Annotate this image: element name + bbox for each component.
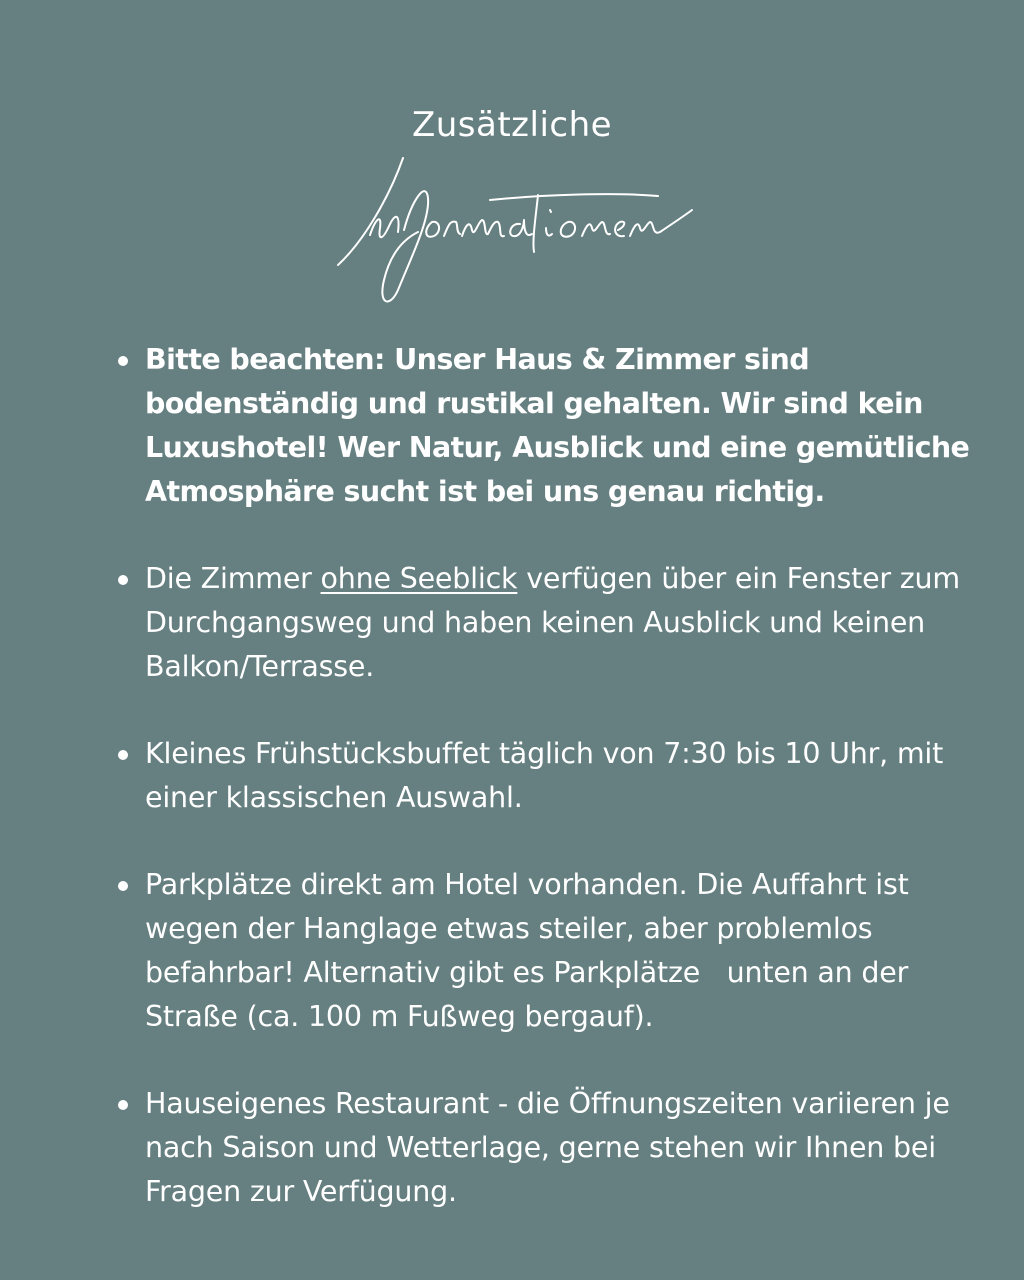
info-list [116, 338, 976, 1257]
bullet-dot [118, 575, 128, 585]
heading-script-word [320, 140, 740, 315]
list-item [116, 863, 976, 1039]
list-item [116, 338, 976, 514]
list-item [116, 732, 976, 820]
underlined-phrase: ohne Seeblick [320, 562, 518, 595]
list-item [116, 557, 976, 689]
list-item-text: Bitte beachten: Unser Haus & Zimmer sind bodenständig und rustikal gehalten. Wir sind kein Luxushotel! Wer Natur, Ausblick und eine gemütliche Atmosphäre sucht ist bei uns genau richtig. [145, 343, 970, 508]
list-item-text: Kleines Frühstücksbuffet täglich von 7:30 bis 10 Uhr, mit einer klassischen Auswahl. [145, 737, 944, 814]
page-heading [0, 100, 1024, 320]
bullet-dot [118, 1100, 128, 1110]
bullet-dot [118, 356, 128, 366]
list-item-text-after: verfügen über ein Fenster zum Durchgangsweg und haben keinen Ausblick und keinen Balkon/Terrasse. [145, 562, 960, 683]
heading-script-lettering [320, 140, 740, 315]
list-item-text: Hauseigenes Restaurant - die Öffnungszeiten variieren je nach Saison und Wetterlage, gerne stehen wir Ihnen bei Fragen zur Verfügung. [145, 1087, 950, 1208]
list-item-text-before: Die Zimmer [145, 562, 321, 595]
bullet-dot [118, 750, 128, 760]
list-item-text: Parkplätze direkt am Hotel vorhanden. Die Auffahrt ist wegen der Hanglage etwas steiler, aber problemlos befahrbar! Alternativ gibt es Parkplätze unten an der Straße (ca. 100 m Fußweg bergauf). [145, 868, 918, 1033]
heading-top-word: Zusätzliche [411, 105, 613, 145]
list-item [116, 1082, 976, 1214]
bullet-dot [118, 881, 128, 891]
